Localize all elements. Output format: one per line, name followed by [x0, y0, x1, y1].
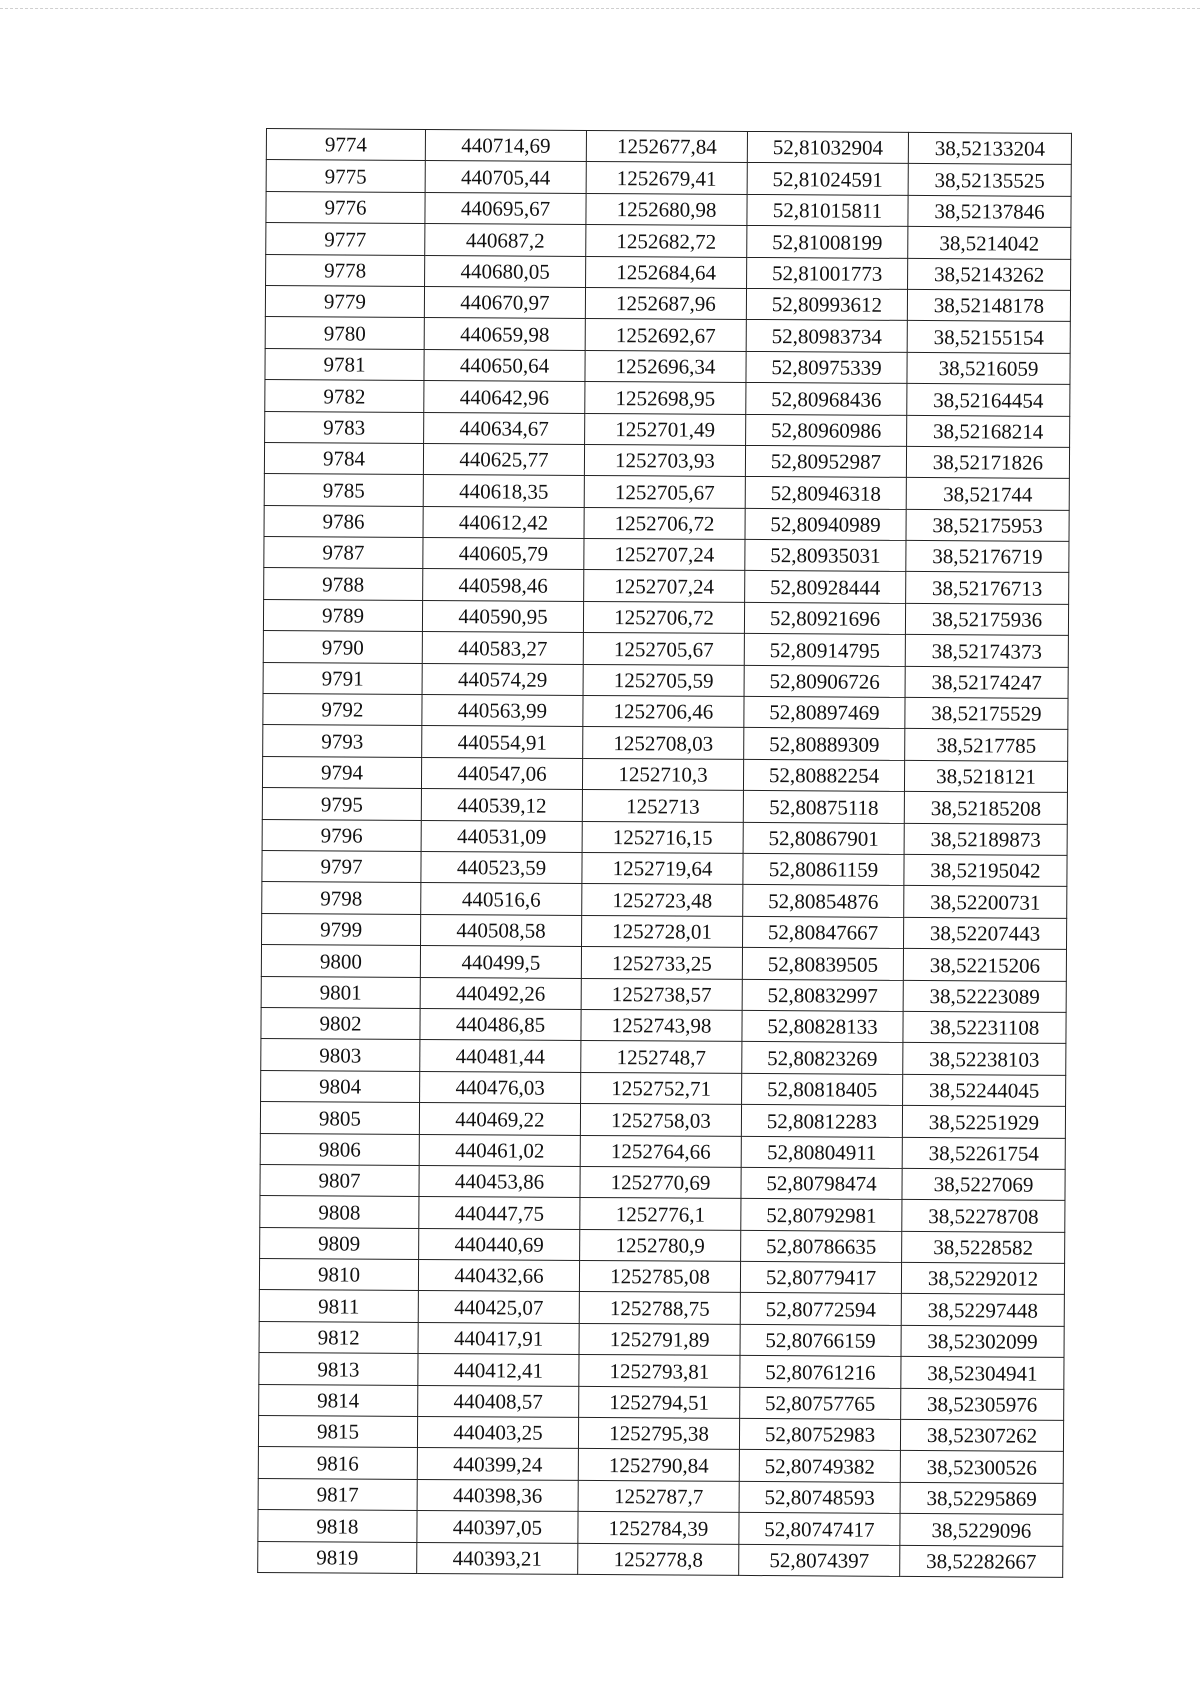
- y-coordinate-cell: 1252728,01: [582, 915, 743, 947]
- x-coordinate-cell: 440516,6: [421, 883, 582, 915]
- table-row: [258, 1447, 1063, 1483]
- y-coordinate-cell: 1252719,64: [582, 852, 743, 884]
- longitude-cell: 38,52261754: [902, 1137, 1065, 1169]
- point-number-cell: 9817: [258, 1478, 417, 1510]
- table-row: [263, 599, 1068, 635]
- x-coordinate-cell: 440408,57: [418, 1385, 579, 1417]
- longitude-cell: 38,521744: [906, 478, 1069, 510]
- table-row: [265, 380, 1070, 416]
- longitude-cell: 38,52148178: [907, 289, 1070, 321]
- x-coordinate-cell: 440605,79: [423, 538, 584, 570]
- y-coordinate-cell: 1252770,69: [580, 1166, 741, 1198]
- latitude-cell: 52,80975339: [746, 351, 907, 383]
- x-coordinate-cell: 440531,09: [421, 820, 582, 852]
- point-number-cell: 9779: [265, 285, 424, 317]
- x-coordinate-cell: 440508,58: [421, 914, 582, 946]
- table-row: [259, 1259, 1064, 1295]
- point-number-cell: 9778: [266, 254, 425, 286]
- table-row: [258, 1478, 1063, 1514]
- table-row: [266, 129, 1071, 165]
- longitude-cell: 38,52174247: [905, 666, 1068, 698]
- table-row: [266, 254, 1071, 290]
- table-row: [262, 882, 1067, 918]
- point-number-cell: 9818: [258, 1510, 417, 1542]
- latitude-cell: 52,81032904: [747, 131, 908, 163]
- x-coordinate-cell: 440612,42: [423, 506, 584, 538]
- x-coordinate-cell: 440476,03: [420, 1071, 581, 1103]
- table-row: [261, 1007, 1066, 1043]
- y-coordinate-cell: 1252698,95: [585, 382, 746, 414]
- y-coordinate-cell: 1252795,38: [578, 1417, 739, 1449]
- latitude-cell: 52,80772594: [740, 1293, 901, 1325]
- x-coordinate-cell: 440625,77: [423, 443, 584, 475]
- point-number-cell: 9788: [264, 568, 423, 600]
- latitude-cell: 52,80779417: [740, 1261, 901, 1293]
- point-number-cell: 9774: [266, 129, 425, 161]
- longitude-cell: 38,52195042: [904, 854, 1067, 886]
- longitude-cell: 38,52175529: [905, 697, 1068, 729]
- point-number-cell: 9816: [258, 1447, 417, 1479]
- point-number-cell: 9787: [264, 537, 423, 569]
- longitude-cell: 38,52215206: [903, 949, 1066, 981]
- latitude-cell: 52,80940989: [745, 508, 906, 540]
- point-number-cell: 9813: [259, 1353, 418, 1385]
- longitude-cell: 38,52307262: [900, 1419, 1063, 1451]
- table-row: [263, 631, 1068, 667]
- longitude-cell: 38,52282667: [900, 1545, 1063, 1577]
- x-coordinate-cell: 440659,98: [424, 318, 585, 350]
- latitude-cell: 52,80761216: [740, 1356, 901, 1388]
- table-row: [265, 285, 1070, 321]
- latitude-cell: 52,80798474: [741, 1167, 902, 1199]
- y-coordinate-cell: 1252794,51: [579, 1386, 740, 1418]
- y-coordinate-cell: 1252780,9: [580, 1229, 741, 1261]
- latitude-cell: 52,80928444: [745, 571, 906, 603]
- point-number-cell: 9802: [261, 1007, 420, 1039]
- x-coordinate-cell: 440417,91: [418, 1322, 579, 1354]
- table-row: [261, 1070, 1066, 1106]
- latitude-cell: 52,81008199: [747, 226, 908, 258]
- point-number-cell: 9814: [259, 1384, 418, 1416]
- x-coordinate-cell: 440453,86: [419, 1165, 580, 1197]
- point-number-cell: 9782: [265, 380, 424, 412]
- y-coordinate-cell: 1252778,8: [578, 1543, 739, 1575]
- x-coordinate-cell: 440670,97: [424, 286, 585, 318]
- longitude-cell: 38,5227069: [902, 1168, 1065, 1200]
- latitude-cell: 52,80847667: [743, 916, 904, 948]
- y-coordinate-cell: 1252705,59: [583, 664, 744, 696]
- y-coordinate-cell: 1252696,34: [585, 350, 746, 382]
- x-coordinate-cell: 440680,05: [425, 255, 586, 287]
- table-row: [265, 348, 1070, 384]
- table-row: [260, 1102, 1065, 1138]
- latitude-cell: 52,80752983: [739, 1418, 900, 1450]
- y-coordinate-cell: 1252784,39: [578, 1512, 739, 1544]
- longitude-cell: 38,52176713: [906, 572, 1069, 604]
- latitude-cell: 52,80792981: [741, 1199, 902, 1231]
- x-coordinate-cell: 440705,44: [425, 161, 586, 193]
- latitude-cell: 52,80861159: [743, 853, 904, 885]
- point-number-cell: 9775: [266, 160, 425, 192]
- latitude-cell: 52,80747417: [739, 1513, 900, 1545]
- x-coordinate-cell: 440447,75: [419, 1197, 580, 1229]
- latitude-cell: 52,80854876: [743, 885, 904, 917]
- latitude-cell: 52,80832997: [742, 979, 903, 1011]
- y-coordinate-cell: 1252748,7: [581, 1041, 742, 1073]
- point-number-cell: 9819: [258, 1541, 417, 1573]
- table-row: [261, 976, 1066, 1012]
- y-coordinate-cell: 1252791,89: [579, 1323, 740, 1355]
- x-coordinate-cell: 440547,06: [421, 757, 582, 789]
- x-coordinate-cell: 440714,69: [425, 129, 586, 161]
- table-row: [258, 1510, 1063, 1546]
- table-row: [262, 788, 1067, 824]
- latitude-cell: 52,8074397: [739, 1544, 900, 1576]
- point-number-cell: 9791: [263, 662, 422, 694]
- x-coordinate-cell: 440598,46: [423, 569, 584, 601]
- table-row: [265, 317, 1070, 353]
- x-coordinate-cell: 440590,95: [422, 600, 583, 632]
- x-coordinate-cell: 440432,66: [418, 1260, 579, 1292]
- y-coordinate-cell: 1252707,24: [584, 570, 745, 602]
- longitude-cell: 38,5217785: [905, 729, 1068, 761]
- latitude-cell: 52,80804911: [741, 1136, 902, 1168]
- longitude-cell: 38,52175936: [905, 603, 1068, 635]
- table-row: [258, 1415, 1063, 1451]
- table-row: [263, 694, 1068, 730]
- y-coordinate-cell: 1252706,46: [583, 695, 744, 727]
- longitude-cell: 38,52168214: [907, 415, 1070, 447]
- latitude-cell: 52,80867901: [743, 822, 904, 854]
- latitude-cell: 52,80914795: [744, 634, 905, 666]
- table-row: [260, 1196, 1065, 1232]
- y-coordinate-cell: 1252716,15: [582, 821, 743, 853]
- x-coordinate-cell: 440539,12: [421, 789, 582, 821]
- point-number-cell: 9792: [263, 694, 422, 726]
- y-coordinate-cell: 1252738,57: [581, 978, 742, 1010]
- point-number-cell: 9796: [262, 819, 421, 851]
- longitude-cell: 38,52137846: [908, 195, 1071, 227]
- y-coordinate-cell: 1252790,84: [578, 1449, 739, 1481]
- table-row: [258, 1541, 1063, 1577]
- x-coordinate-cell: 440461,02: [419, 1134, 580, 1166]
- y-coordinate-cell: 1252687,96: [585, 287, 746, 319]
- latitude-cell: 52,80839505: [742, 948, 903, 980]
- y-coordinate-cell: 1252776,1: [580, 1198, 741, 1230]
- latitude-cell: 52,80749382: [739, 1450, 900, 1482]
- point-number-cell: 9783: [265, 411, 424, 443]
- latitude-cell: 52,80818405: [742, 1073, 903, 1105]
- longitude-cell: 38,52305976: [901, 1388, 1064, 1420]
- y-coordinate-cell: 1252710,3: [582, 758, 743, 790]
- table-row: [262, 819, 1067, 855]
- x-coordinate-cell: 440486,85: [420, 1008, 581, 1040]
- point-number-cell: 9794: [262, 756, 421, 788]
- latitude-cell: 52,80960986: [746, 414, 907, 446]
- table-row: [266, 160, 1071, 196]
- point-number-cell: 9784: [264, 442, 423, 474]
- longitude-cell: 38,52155154: [907, 321, 1070, 353]
- table-row: [263, 725, 1068, 761]
- y-coordinate-cell: 1252758,03: [580, 1104, 741, 1136]
- table-row: [261, 945, 1066, 981]
- table-row: [266, 223, 1071, 259]
- coordinates-table: [257, 128, 1072, 1578]
- table-row: [264, 537, 1069, 573]
- point-number-cell: 9777: [266, 223, 425, 255]
- longitude-cell: 38,52143262: [908, 258, 1071, 290]
- longitude-cell: 38,52231108: [903, 1011, 1066, 1043]
- longitude-cell: 38,52244045: [903, 1074, 1066, 1106]
- point-number-cell: 9808: [260, 1196, 419, 1228]
- y-coordinate-cell: 1252788,75: [579, 1292, 740, 1324]
- y-coordinate-cell: 1252764,66: [580, 1135, 741, 1167]
- y-coordinate-cell: 1252680,98: [586, 193, 747, 225]
- table-row: [260, 1164, 1065, 1200]
- longitude-cell: 38,52278708: [902, 1200, 1065, 1232]
- x-coordinate-cell: 440492,26: [420, 977, 581, 1009]
- table-row: [264, 505, 1069, 541]
- x-coordinate-cell: 440412,41: [418, 1354, 579, 1386]
- latitude-cell: 52,80812283: [741, 1105, 902, 1137]
- x-coordinate-cell: 440574,29: [422, 663, 583, 695]
- point-number-cell: 9805: [260, 1102, 419, 1134]
- table-row: [266, 191, 1071, 227]
- longitude-cell: 38,52171826: [906, 446, 1069, 478]
- y-coordinate-cell: 1252705,67: [583, 633, 744, 665]
- y-coordinate-cell: 1252705,67: [584, 476, 745, 508]
- coordinates-table-body: [258, 129, 1072, 1578]
- latitude-cell: 52,81001773: [747, 257, 908, 289]
- table-row: [259, 1353, 1064, 1389]
- latitude-cell: 52,80968436: [746, 383, 907, 415]
- longitude-cell: 38,5218121: [904, 760, 1067, 792]
- point-number-cell: 9806: [260, 1133, 419, 1165]
- point-number-cell: 9786: [264, 505, 423, 537]
- point-number-cell: 9811: [259, 1290, 418, 1322]
- table-row: [262, 756, 1067, 792]
- table-row: [261, 1039, 1066, 1075]
- longitude-cell: 38,52251929: [902, 1106, 1065, 1138]
- y-coordinate-cell: 1252684,64: [586, 256, 747, 288]
- table-row: [259, 1290, 1064, 1326]
- longitude-cell: 38,52238103: [903, 1043, 1066, 1075]
- y-coordinate-cell: 1252723,48: [582, 884, 743, 916]
- point-number-cell: 9815: [258, 1415, 417, 1447]
- x-coordinate-cell: 440403,25: [417, 1416, 578, 1448]
- y-coordinate-cell: 1252682,72: [586, 225, 747, 257]
- x-coordinate-cell: 440499,5: [420, 946, 581, 978]
- table-row: [264, 442, 1069, 478]
- x-coordinate-cell: 440399,24: [417, 1448, 578, 1480]
- longitude-cell: 38,5216059: [907, 352, 1070, 384]
- latitude-cell: 52,80757765: [740, 1387, 901, 1419]
- point-number-cell: 9776: [266, 191, 425, 223]
- point-number-cell: 9797: [262, 850, 421, 882]
- point-number-cell: 9798: [262, 882, 421, 914]
- table-row: [259, 1321, 1064, 1357]
- point-number-cell: 9785: [264, 474, 423, 506]
- longitude-cell: 38,52135525: [908, 164, 1071, 196]
- y-coordinate-cell: 1252713: [582, 790, 743, 822]
- longitude-cell: 38,52297448: [901, 1294, 1064, 1326]
- point-number-cell: 9793: [263, 725, 422, 757]
- y-coordinate-cell: 1252743,98: [581, 1009, 742, 1041]
- longitude-cell: 38,5228582: [902, 1231, 1065, 1263]
- y-coordinate-cell: 1252787,7: [578, 1480, 739, 1512]
- y-coordinate-cell: 1252701,49: [585, 413, 746, 445]
- latitude-cell: 52,80875118: [743, 791, 904, 823]
- longitude-cell: 38,52200731: [904, 886, 1067, 918]
- y-coordinate-cell: 1252677,84: [586, 130, 747, 162]
- y-coordinate-cell: 1252708,03: [583, 727, 744, 759]
- longitude-cell: 38,52295869: [900, 1482, 1063, 1514]
- point-number-cell: 9807: [260, 1164, 419, 1196]
- point-number-cell: 9780: [265, 317, 424, 349]
- x-coordinate-cell: 440642,96: [424, 381, 585, 413]
- y-coordinate-cell: 1252733,25: [581, 947, 742, 979]
- point-number-cell: 9800: [261, 945, 420, 977]
- table-row: [260, 1133, 1065, 1169]
- latitude-cell: 52,80935031: [745, 540, 906, 572]
- y-coordinate-cell: 1252707,24: [584, 539, 745, 571]
- x-coordinate-cell: 440583,27: [422, 632, 583, 664]
- point-number-cell: 9804: [261, 1070, 420, 1102]
- latitude-cell: 52,80906726: [744, 665, 905, 697]
- x-coordinate-cell: 440650,64: [424, 349, 585, 381]
- latitude-cell: 52,80882254: [743, 759, 904, 791]
- point-number-cell: 9781: [265, 348, 424, 380]
- longitude-cell: 38,52302099: [901, 1325, 1064, 1357]
- y-coordinate-cell: 1252703,93: [584, 444, 745, 476]
- document-page: [266, 128, 1066, 1573]
- longitude-cell: 38,52223089: [903, 980, 1066, 1012]
- longitude-cell: 38,5214042: [908, 227, 1071, 259]
- point-number-cell: 9801: [261, 976, 420, 1008]
- longitude-cell: 38,52133204: [908, 132, 1071, 164]
- x-coordinate-cell: 440440,69: [419, 1228, 580, 1260]
- y-coordinate-cell: 1252706,72: [584, 507, 745, 539]
- longitude-cell: 38,52292012: [901, 1262, 1064, 1294]
- x-coordinate-cell: 440618,35: [423, 475, 584, 507]
- latitude-cell: 52,80921696: [744, 602, 905, 634]
- point-number-cell: 9809: [260, 1227, 419, 1259]
- latitude-cell: 52,80828133: [742, 1010, 903, 1042]
- longitude-cell: 38,52175953: [906, 509, 1069, 541]
- latitude-cell: 52,80952987: [745, 445, 906, 477]
- x-coordinate-cell: 440523,59: [421, 851, 582, 883]
- latitude-cell: 52,80993612: [746, 288, 907, 320]
- table-row: [265, 411, 1070, 447]
- latitude-cell: 52,80889309: [744, 728, 905, 760]
- y-coordinate-cell: 1252785,08: [579, 1260, 740, 1292]
- x-coordinate-cell: 440481,44: [420, 1040, 581, 1072]
- scan-top-edge: [0, 8, 1200, 9]
- table-row: [260, 1227, 1065, 1263]
- y-coordinate-cell: 1252706,72: [583, 601, 744, 633]
- y-coordinate-cell: 1252679,41: [586, 162, 747, 194]
- table-row: [259, 1384, 1064, 1420]
- x-coordinate-cell: 440469,22: [419, 1103, 580, 1135]
- y-coordinate-cell: 1252793,81: [579, 1355, 740, 1387]
- latitude-cell: 52,81024591: [747, 163, 908, 195]
- latitude-cell: 52,80983734: [746, 320, 907, 352]
- point-number-cell: 9799: [262, 913, 421, 945]
- x-coordinate-cell: 440695,67: [425, 192, 586, 224]
- x-coordinate-cell: 440634,67: [424, 412, 585, 444]
- x-coordinate-cell: 440425,07: [418, 1291, 579, 1323]
- latitude-cell: 52,80748593: [739, 1481, 900, 1513]
- x-coordinate-cell: 440687,2: [425, 224, 586, 256]
- x-coordinate-cell: 440393,21: [417, 1542, 578, 1574]
- latitude-cell: 52,80786635: [741, 1230, 902, 1262]
- longitude-cell: 38,52174373: [905, 635, 1068, 667]
- longitude-cell: 38,52300526: [900, 1451, 1063, 1483]
- longitude-cell: 38,52207443: [903, 917, 1066, 949]
- longitude-cell: 38,52189873: [904, 823, 1067, 855]
- latitude-cell: 52,80766159: [740, 1324, 901, 1356]
- table-row: [264, 568, 1069, 604]
- table-row: [262, 850, 1067, 886]
- point-number-cell: 9803: [261, 1039, 420, 1071]
- longitude-cell: 38,52304941: [901, 1357, 1064, 1389]
- table-row: [264, 474, 1069, 510]
- y-coordinate-cell: 1252752,71: [581, 1072, 742, 1104]
- x-coordinate-cell: 440554,91: [422, 726, 583, 758]
- longitude-cell: 38,5229096: [900, 1514, 1063, 1546]
- point-number-cell: 9810: [259, 1259, 418, 1291]
- latitude-cell: 52,80897469: [744, 696, 905, 728]
- x-coordinate-cell: 440563,99: [422, 694, 583, 726]
- x-coordinate-cell: 440397,05: [417, 1511, 578, 1543]
- point-number-cell: 9789: [263, 599, 422, 631]
- latitude-cell: 52,80823269: [742, 1042, 903, 1074]
- latitude-cell: 52,81015811: [747, 194, 908, 226]
- point-number-cell: 9812: [259, 1321, 418, 1353]
- y-coordinate-cell: 1252692,67: [585, 319, 746, 351]
- point-number-cell: 9790: [263, 631, 422, 663]
- x-coordinate-cell: 440398,36: [417, 1479, 578, 1511]
- longitude-cell: 38,52164454: [907, 384, 1070, 416]
- longitude-cell: 38,52176719: [906, 540, 1069, 572]
- longitude-cell: 38,52185208: [904, 792, 1067, 824]
- latitude-cell: 52,80946318: [745, 477, 906, 509]
- table-row: [263, 662, 1068, 698]
- table-row: [262, 913, 1067, 949]
- point-number-cell: 9795: [262, 788, 421, 820]
